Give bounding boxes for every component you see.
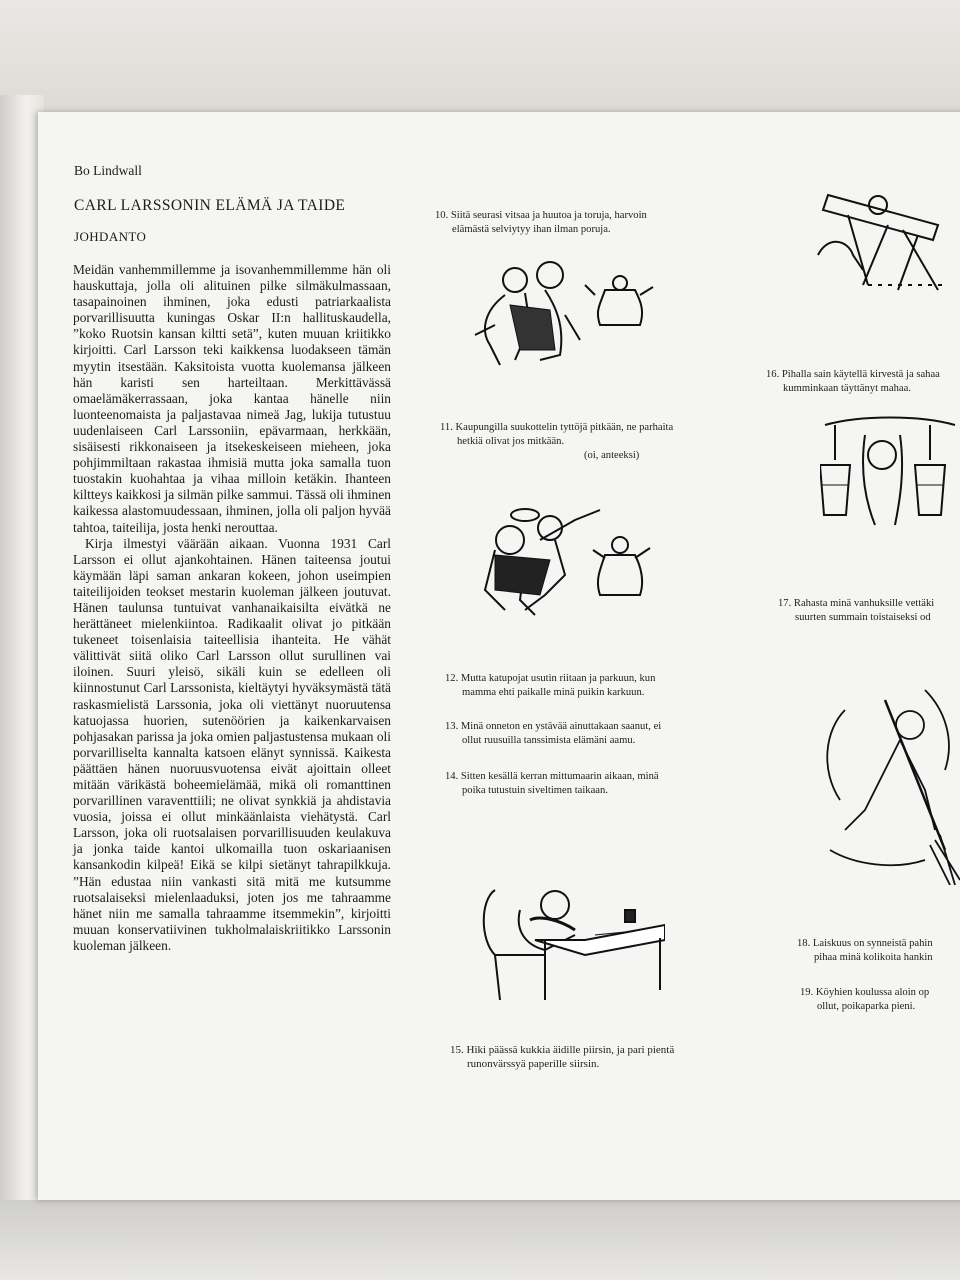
caption-13: 13. Minä onneton en ystävää ainuttakaan saanut, ei ollut ruusuilla tanssimista elämäni aamu. bbox=[445, 721, 662, 746]
paragraph: Meidän vanhemmillemme ja isovanhemmillemme hän oli hauskuttaja, jolla oli alituinen pilke silmäkulmassaan, tasapainoinen ihminen, joka edusti patriarkaalista porvarillisuutta kuningas Oskar II:n hallituskaudella, ”koko Ruotsin kansan kiltti setä”, kuten muuan kriitikko kirjoitti. Carl Larsson teki kaikkensa luodakseen tämän myytin itsestään. Kaksitoista vuotta kuolemansa jälkeen hän karisti sen harteiltaan. Merkittävässä omaelämäkerrassaan, joka kantaa hänelle niin luonteenomaista ja paljastavaa nimeä Jag, lukija tutustuu uudenlaiseen Carl Larssoniin, epävarmaan, herkkään, sisäisesti rikkonaiseen ja itsekeskeiseen mieheen, joka pohjimmiltaan rakastaa ihmisiä mutta joka samalla tuon tuostakin kuohahtaa ja vihaa milloin ketäkin. Ihanteen kiltteys kaikkosi ja silmän pilke sammui. Tässä oli ihminen kaikessa alastomuudessaan, ihminen, jolla oli paljon hyvää tahtoa, taiteilija, josta henki nerouttaa. bbox=[73, 262, 391, 535]
caption-14: 14. Sitten kesällä kerran mittumaarin aikaan, minä poika tutustuin siveltimen taikaan. bbox=[445, 771, 659, 796]
body-text bbox=[73, 262, 391, 954]
illustration-buckets bbox=[820, 410, 960, 530]
caption-12: 12. Mutta katupojat usutin riitaan ja parkuun, kun mamma ehti paikalle minä puikin karkuun. bbox=[445, 673, 656, 698]
caption-17: 17. Rahasta minä vanhuksille vettäki suurten summain toistaiseksi od bbox=[778, 598, 935, 623]
caption-19: 19. Köyhien koulussa aloin op ollut, poikaparka pieni. bbox=[800, 987, 930, 1012]
caption-11: 11. Kaupungilla suukottelin tyttöjä pitkään, ne parhaita hetkiä olivat jos mitkään. (oi, anteeksi) bbox=[440, 422, 674, 461]
caption-15: 15. Hiki päässä kukkia äidille piirsin, ja pari pientä runonvärssyä paperille siirsin. bbox=[450, 1044, 675, 1070]
author-name: Bo Lindwall bbox=[74, 163, 142, 178]
illustration-drawing bbox=[475, 880, 665, 1000]
section-heading: JOHDANTO bbox=[74, 229, 147, 244]
background-top bbox=[0, 0, 960, 112]
caption-10: 10. Siitä seurasi vitsaa ja huutoa ja toruja, harvoin elämästä selviytyy ihan ilman poruja. bbox=[435, 210, 647, 235]
illustration-sweeping bbox=[815, 680, 960, 885]
caption-16: 16. Pihalla sain käytellä kirvestä ja sahaa kumminkaan täyttänyt mahaa. bbox=[766, 369, 940, 394]
paragraph: Kirja ilmestyi väärään aikaan. Vuonna 1931 Carl Larsson ei ollut ajankohtainen. Hänen taiteensa joutui käymään läpi saman ankaran kokeen, johon useimpien taiteilijoiden teokset mestarin kuoleman jälkeen joutuvat. Hänen taulunsa tuntuivat vanhanaikaisilta eivätkä ne herättäneet mielenkiintoa. Radikaalit olivat jo pitkään tukeneet toisenlaisia taiteellisia ihanteita. He vähät välittivät siitä oliko Carl Larsson ollut surullinen vai iloinen. Suuri yleisö, sikäli kuin se edelleen oli kiinnostunut Carl Larssonista, kieltäytyi hyväksymästä tätä raskasmielistä Larssonia, joka oli viettänyt nuoruutensa katuojassa huorien, sutenöörien ja kaikenkarvaisen pohjasakan parissa ja joka omien paljastustensa mukaan oli porvarilliselta kannalta katsoen elänyt synnissä. Kaikesta päättäen hänen nuoruusvuotensa eivät ajoittain olleet mitään värikästä boheemielämää, mikä oli romanttinen porvarillinen varaventtiili; ne olivat synkkiä ja ahdistavia vuosia, joissa ei ollut minkäänlaista viehätystä. Carl Larsson, joka oli ruotsalaisen porvarillisuuden keulakuva ja jonka taide kantoi ulkomailla tuon oskariaanisen kansankodin kilpeä! Eikä se kilpi sietänyt tahrapilkkuja. ”Hän edustaa niin vankasti sitä mitä me kutsumme ruotsalaiseksi mielenlaaduksi, joten jos me tahraamme hänet niin me samalla tahraamme itsemmekin”, kirjoitti muuan konservatiivinen tukholmalaiskriitikko Larssonin kuoleman jälkeen. bbox=[73, 535, 391, 953]
illustration-kissing bbox=[465, 500, 665, 620]
illustration-sawing bbox=[808, 185, 960, 300]
illustration-punishment bbox=[455, 255, 665, 370]
chapter-title: CARL LARSSONIN ELÄMÄ JA TAIDE bbox=[74, 197, 346, 214]
caption-18: 18. Laiskuus on synneistä pahin pihaa minä kolikoita hankin bbox=[797, 938, 933, 963]
background-bottom bbox=[0, 1200, 960, 1280]
